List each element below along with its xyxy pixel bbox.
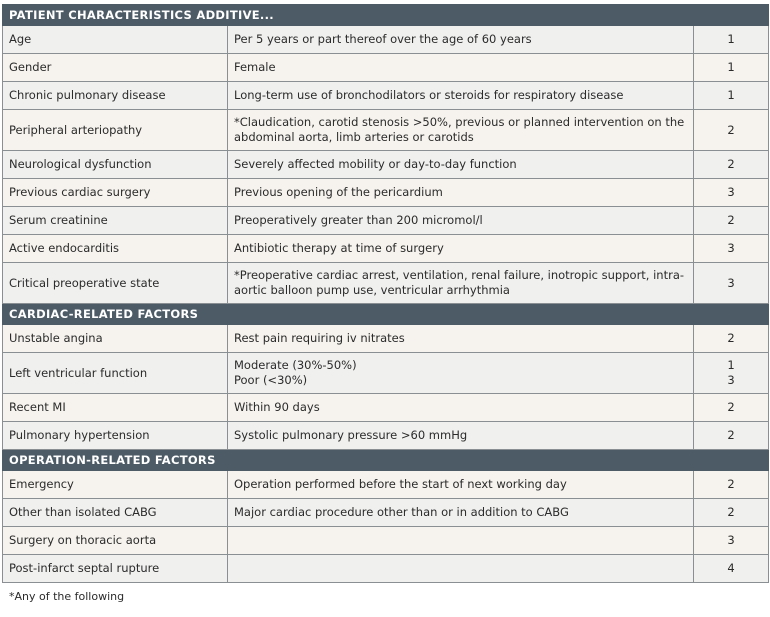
- table-row: [3, 353, 769, 394]
- section-title: PATIENT CHARACTERISTICS ADDITIVE...: [3, 5, 769, 26]
- table-row: [3, 179, 769, 207]
- score-cell: 1: [694, 82, 769, 110]
- score-cell: 1: [694, 26, 769, 54]
- factor-cell: Left ventricular function: [3, 353, 228, 394]
- factor-cell: Age: [3, 26, 228, 54]
- factor-cell: Gender: [3, 54, 228, 82]
- definition-cell: Severely affected mobility or day-to-day function: [228, 151, 694, 179]
- score-cell: 2: [694, 325, 769, 353]
- table-row: [3, 82, 769, 110]
- factor-cell: Other than isolated CABG: [3, 499, 228, 527]
- score-cell: 1: [694, 54, 769, 82]
- factor-cell: Recent MI: [3, 394, 228, 422]
- table-row: [3, 422, 769, 450]
- definition-cell: Long-term use of bronchodilators or steroids for respiratory disease: [228, 82, 694, 110]
- factor-cell: Post-infarct septal rupture: [3, 555, 228, 583]
- score-cell: 2: [694, 471, 769, 499]
- section-header-patient: [3, 5, 769, 26]
- section-header-operation: [3, 450, 769, 471]
- factor-cell: Pulmonary hypertension: [3, 422, 228, 450]
- score-cell: 2: [694, 422, 769, 450]
- euroscore-table-container: [2, 0, 768, 603]
- definition-cell: Major cardiac procedure other than or in addition to CABG: [228, 499, 694, 527]
- factor-cell: Surgery on thoracic aorta: [3, 527, 228, 555]
- table-row: [3, 235, 769, 263]
- factor-cell: Serum creatinine: [3, 207, 228, 235]
- definition-cell: Operation performed before the start of next working day: [228, 471, 694, 499]
- definition-cell: Antibiotic therapy at time of surgery: [228, 235, 694, 263]
- definition-cell: [228, 555, 694, 583]
- score-cell: 3: [694, 179, 769, 207]
- definition-cell: Per 5 years or part thereof over the age of 60 years: [228, 26, 694, 54]
- table-row: [3, 110, 769, 151]
- definition-cell: Previous opening of the pericardium: [228, 179, 694, 207]
- score-cell: 4: [694, 555, 769, 583]
- score-cell: 2: [694, 207, 769, 235]
- table-row: [3, 263, 769, 304]
- table-row: [3, 54, 769, 82]
- definition-line: Moderate (30%-50%): [234, 358, 357, 372]
- definition-cell: Female: [228, 54, 694, 82]
- definition-cell: *Preoperative cardiac arrest, ventilation, renal failure, inotropic support, intra-aortic balloon pump use, ventricular arrhythmia: [228, 263, 694, 304]
- definition-cell: *Claudication, carotid stenosis >50%, previous or planned intervention on the abdominal aorta, limb arteries or carotids: [228, 110, 694, 151]
- score-cell: [694, 353, 769, 394]
- score-cell: 2: [694, 499, 769, 527]
- section-title: OPERATION-RELATED FACTORS: [3, 450, 769, 471]
- score-cell: 2: [694, 394, 769, 422]
- score-line: 3: [727, 373, 735, 387]
- score-cell: 2: [694, 110, 769, 151]
- factor-cell: Critical preoperative state: [3, 263, 228, 304]
- table-row: [3, 555, 769, 583]
- definition-line: Poor (<30%): [234, 373, 308, 387]
- table-row: [3, 471, 769, 499]
- factor-cell: Neurological dysfunction: [3, 151, 228, 179]
- table-row: [3, 325, 769, 353]
- table-row: [3, 151, 769, 179]
- score-cell: 3: [694, 527, 769, 555]
- definition-cell: [228, 527, 694, 555]
- score-cell: 3: [694, 263, 769, 304]
- score-cell: 3: [694, 235, 769, 263]
- factor-cell: Emergency: [3, 471, 228, 499]
- definition-cell: Within 90 days: [228, 394, 694, 422]
- table-row: [3, 207, 769, 235]
- score-cell: 2: [694, 151, 769, 179]
- score-line: 1: [727, 358, 735, 372]
- factor-cell: Active endocarditis: [3, 235, 228, 263]
- definition-cell: Rest pain requiring iv nitrates: [228, 325, 694, 353]
- definition-cell: [228, 353, 694, 394]
- section-title: CARDIAC-RELATED FACTORS: [3, 304, 769, 325]
- table-row: [3, 26, 769, 54]
- footnote: *Any of the following: [9, 590, 125, 603]
- table-row: [3, 527, 769, 555]
- factor-cell: Previous cardiac surgery: [3, 179, 228, 207]
- risk-factor-table: [2, 4, 769, 583]
- definition-cell: Systolic pulmonary pressure >60 mmHg: [228, 422, 694, 450]
- factor-cell: Chronic pulmonary disease: [3, 82, 228, 110]
- factor-cell: Unstable angina: [3, 325, 228, 353]
- table-row: [3, 499, 769, 527]
- table-row: [3, 394, 769, 422]
- definition-cell: Preoperatively greater than 200 micromol/l: [228, 207, 694, 235]
- section-header-cardiac: [3, 304, 769, 325]
- factor-cell: Peripheral arteriopathy: [3, 110, 228, 151]
